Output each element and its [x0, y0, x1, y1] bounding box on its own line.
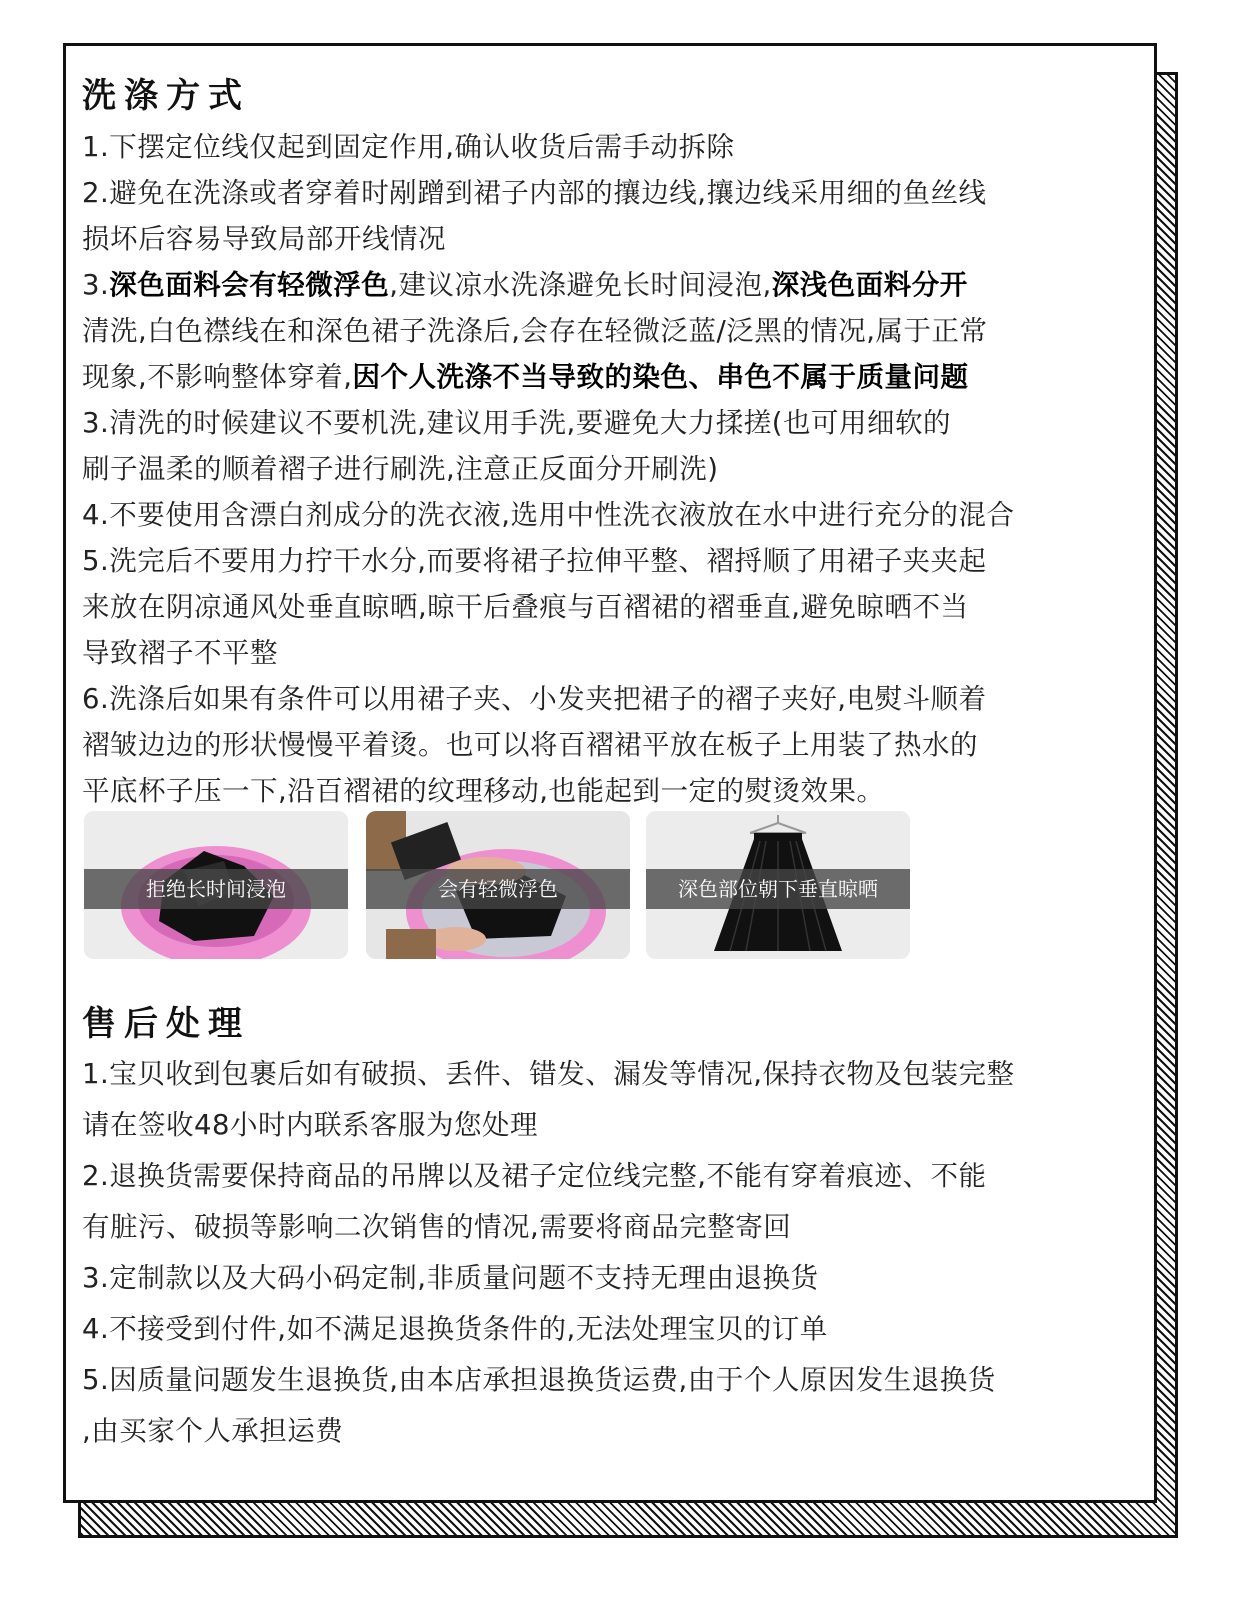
bold-emphasis: 深色面料会有轻微浮色 [109, 269, 390, 301]
photo-caption: 拒绝长时间浸泡 [84, 869, 348, 909]
wash-line: 4.不要使用含漂白剂成分的洗衣液,选用中性洗衣液放在水中进行充分的混合 [82, 499, 1015, 531]
wash-line: 现象,不影响整体穿着,因个人洗涤不当导致的染色、串色不属于质量问题 [82, 361, 969, 393]
wash-line: 3.清洗的时候建议不要机洗,建议用手洗,要避免大力揉搓(也可用细软的 [82, 407, 951, 439]
bold-emphasis: 深浅色面料分开 [771, 269, 968, 301]
photo-soaking [84, 811, 348, 959]
after-sales-line: 3.定制款以及大码小码定制,非质量问题不支持无理由退换货 [82, 1262, 819, 1294]
after-sales-line: 1.宝贝收到包裹后如有破损、丢件、错发、漏发等情况,保持衣物及包装完整 [82, 1058, 1015, 1090]
wash-line: 来放在阴凉通风处垂直晾晒,晾干后叠痕与百褶裙的褶垂直,避免晾晒不当 [82, 591, 969, 623]
wash-line: 褶皱边边的形状慢慢平着烫。也可以将百褶裙平放在板子上用装了热水的 [82, 729, 978, 761]
photo-caption: 深色部位朝下垂直晾晒 [646, 869, 910, 909]
photo-hang-dry [646, 811, 910, 959]
bold-emphasis: 因个人洗涤不当导致的染色、串色不属于质量问题 [352, 361, 969, 393]
after-sales-line: 5.因质量问题发生退换货,由本店承担退换货运费,由于个人原因发生退换货 [82, 1364, 996, 1396]
after-sales-instructions [82, 1049, 1122, 1457]
wash-line: 刷子温柔的顺着褶子进行刷洗,注意正反面分开刷洗) [82, 453, 719, 485]
after-sales-line: 请在签收48小时内联系客服为您处理 [82, 1109, 538, 1141]
wash-line: 清洗,白色襟线在和深色裙子洗涤后,会存在轻微泛蓝/泛黑的情况,属于正常 [82, 315, 988, 347]
photo-caption: 会有轻微浮色 [366, 869, 630, 909]
after-sales-line: 4.不接受到付件,如不满足退换货条件的,无法处理宝贝的订单 [82, 1313, 828, 1345]
wash-line: 3.深色面料会有轻微浮色,建议凉水洗涤避免长时间浸泡,深浅色面料分开 [82, 269, 968, 301]
wash-line: 平底杯子压一下,沿百褶裙的纹理移动,也能起到一定的熨烫效果。 [82, 775, 885, 807]
wash-line: 2.避免在洗涤或者穿着时剐蹭到裙子内部的攘边线,攘边线采用细的鱼丝线 [82, 177, 987, 209]
wash-line: 1.下摆定位线仅起到固定作用,确认收货后需手动拆除 [82, 131, 735, 163]
photo-strip [84, 811, 914, 961]
after-sales-line: ,由买家个人承担运费 [82, 1415, 344, 1447]
wash-line: 5.洗完后不要用力拧干水分,而要将裙子拉伸平整、褶捋顺了用裙子夹夹起 [82, 545, 987, 577]
wash-line: 6.洗涤后如果有条件可以用裙子夹、小发夹把裙子的褶子夹好,电熨斗顺着 [82, 683, 987, 715]
wash-section-title: 洗涤方式 [82, 76, 250, 116]
wash-line: 损坏后容易导致局部开线情况 [82, 223, 446, 255]
after-sales-line: 有脏污、破损等影响二次销售的情况,需要将商品完整寄回 [82, 1211, 792, 1243]
photo-color-bleed [366, 811, 630, 959]
wash-line: 导致褶子不平整 [82, 637, 278, 669]
after-sales-section-title: 售后处理 [82, 1004, 250, 1044]
care-instructions-card [63, 43, 1157, 1503]
after-sales-line: 2.退换货需要保持商品的吊牌以及裙子定位线完整,不能有穿着痕迹、不能 [82, 1160, 987, 1192]
wash-instructions [82, 124, 1122, 814]
